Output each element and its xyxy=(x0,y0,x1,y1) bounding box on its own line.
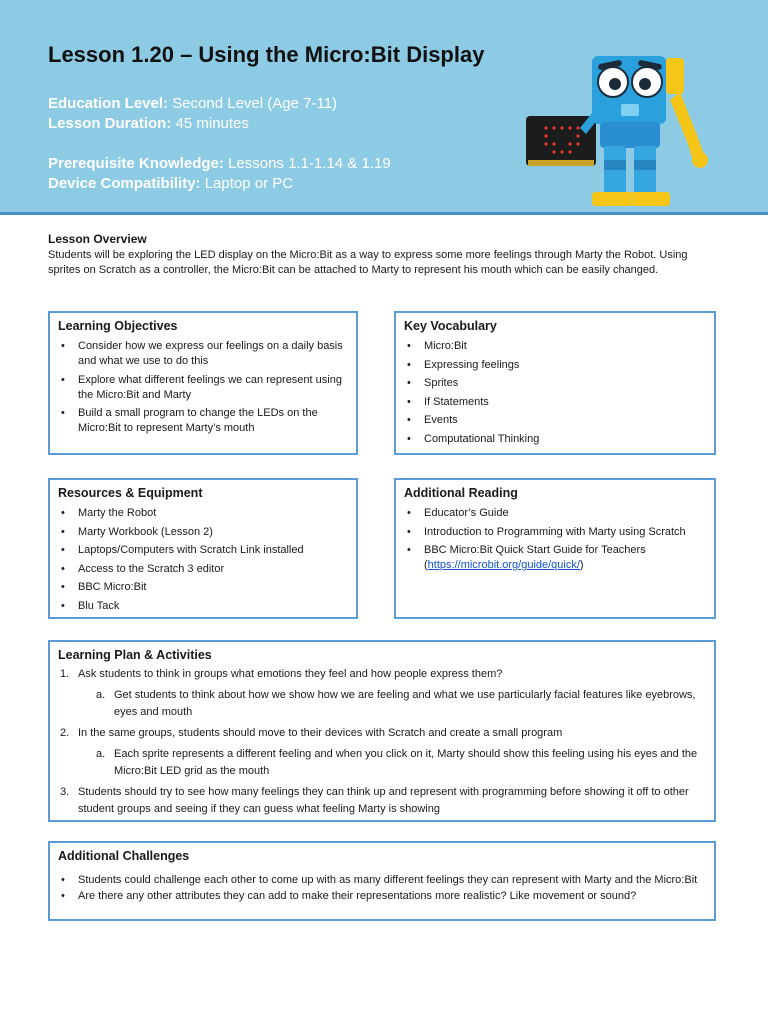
learning-plan-box xyxy=(48,640,716,822)
additional-reading-list xyxy=(404,506,706,577)
key-vocabulary-box xyxy=(394,311,716,455)
step-text: In the same groups, students should move to their devices with Scratch and create a small program xyxy=(78,727,563,739)
list-item: • Computational Thinking xyxy=(404,432,706,447)
additional-challenges-box xyxy=(48,841,716,921)
lesson-duration-value: 45 minutes xyxy=(175,115,249,132)
substep-letter: a. xyxy=(96,748,106,760)
link-open-paren: ( xyxy=(424,559,428,571)
education-level-label: Education Level: xyxy=(48,95,169,112)
substep-letter: a. xyxy=(96,689,106,701)
learning-objectives-box xyxy=(48,311,358,455)
list-item: • Events xyxy=(404,413,706,428)
list-item: • Marty Workbook (Lesson 2) xyxy=(58,525,348,540)
lesson-duration-label: Lesson Duration: xyxy=(48,115,172,132)
education-level-value: Second Level (Age 7-11) xyxy=(172,95,338,112)
list-item: • Micro:Bit xyxy=(404,339,706,354)
resources-equipment-box xyxy=(48,478,358,619)
list-item: • Students could challenge each other to come up with as many different feelings they can represent with Marty and the Micro:Bit xyxy=(58,873,706,888)
list-item: • Marty the Robot xyxy=(58,506,348,521)
microbit-guide-link[interactable]: https://microbit.org/guide/quick/ xyxy=(427,559,580,571)
key-vocabulary-list xyxy=(404,339,706,450)
list-item: • Expressing feelings xyxy=(404,358,706,373)
step-number: 3. xyxy=(60,786,70,798)
list-item xyxy=(404,543,706,573)
prerequisite-value: Lessons 1.1-1.14 & 1.19 xyxy=(228,155,391,172)
step-number: 1. xyxy=(60,668,70,680)
resources-equipment-heading: Resources & Equipment xyxy=(58,486,203,500)
list-item: • BBC Micro:Bit xyxy=(58,580,348,595)
learning-objectives-heading: Learning Objectives xyxy=(58,319,178,333)
marty-robot-illustration xyxy=(520,48,730,218)
plan-substep xyxy=(78,687,704,721)
learning-plan-heading: Learning Plan & Activities xyxy=(58,648,212,662)
step-text: Students should try to see how many feelings they can think up and represent with programming before showing it off to other student groups and seeing if they can guess what feeling Marty is showing xyxy=(78,786,689,815)
lesson-overview-text: Students will be exploring the LED display on the Micro:Bit as a way to express some more feelings through Marty the Robot. Using sprites on Scratch as a controller, the Micro:Bit can be attached to Marty to represent his mouth which can be easily changed. xyxy=(48,249,688,276)
learning-plan-list xyxy=(60,666,704,822)
step-text: Ask students to think in groups what emotions they feel and how people express them? xyxy=(78,668,503,680)
prerequisite-label: Prerequisite Knowledge: xyxy=(48,155,224,172)
reading-item-text: BBC Micro:Bit Quick Start Guide for Teachers xyxy=(424,544,646,556)
additional-reading-heading: Additional Reading xyxy=(404,486,518,500)
substep-text: Each sprite represents a different feeling and when you click on it, Marty should show this feeling using his eyes and the Micro:Bit LED grid as the mouth xyxy=(114,748,698,777)
additional-challenges-heading: Additional Challenges xyxy=(58,849,190,863)
list-item: • Consider how we express our feelings on a daily basis and what we use to do this xyxy=(58,339,348,369)
device-label: Device Compatibility: xyxy=(48,175,201,192)
list-item: • Blu Tack xyxy=(58,599,348,614)
substep-text: Get students to think about how we show how we are feeling and what we use particularly facial features like eyebrows, eyes and mouth xyxy=(114,689,696,718)
device-compatibility xyxy=(48,174,293,194)
list-item: • Build a small program to change the LEDs on the Micro:Bit to represent Marty’s mouth xyxy=(58,406,348,436)
list-item: • Explore what different feelings we can represent using the Micro:Bit and Marty xyxy=(58,373,348,403)
plan-substep xyxy=(78,746,704,780)
link-close-paren: ) xyxy=(579,559,584,571)
lesson-title: Lesson 1.20 – Using the Micro:Bit Display xyxy=(48,42,485,67)
key-vocabulary-heading: Key Vocabulary xyxy=(404,319,497,333)
plan-step xyxy=(60,725,704,780)
list-item: • Laptops/Computers with Scratch Link installed xyxy=(58,543,348,558)
list-item: • If Statements xyxy=(404,395,706,410)
list-item: • Are there any other attributes they can add to make their representations more realistic? Like movement or sound? xyxy=(58,889,706,904)
lesson-duration xyxy=(48,114,249,134)
additional-reading-box xyxy=(394,478,716,619)
resources-equipment-list xyxy=(58,506,348,617)
learning-objectives-list xyxy=(58,339,348,440)
lesson-overview-heading: Lesson Overview xyxy=(48,232,147,246)
list-item: • Access to the Scratch 3 editor xyxy=(58,562,348,577)
plan-step xyxy=(60,666,704,721)
list-item: • Educator’s Guide xyxy=(404,506,706,521)
list-item: • Sprites xyxy=(404,376,706,391)
additional-challenges-list xyxy=(58,873,706,908)
education-level xyxy=(48,94,337,114)
list-item: • Introduction to Programming with Marty using Scratch xyxy=(404,525,706,540)
plan-step xyxy=(60,784,704,818)
prerequisite-knowledge xyxy=(48,154,391,174)
step-number: 2. xyxy=(60,727,70,739)
device-value: Laptop or PC xyxy=(204,175,294,192)
